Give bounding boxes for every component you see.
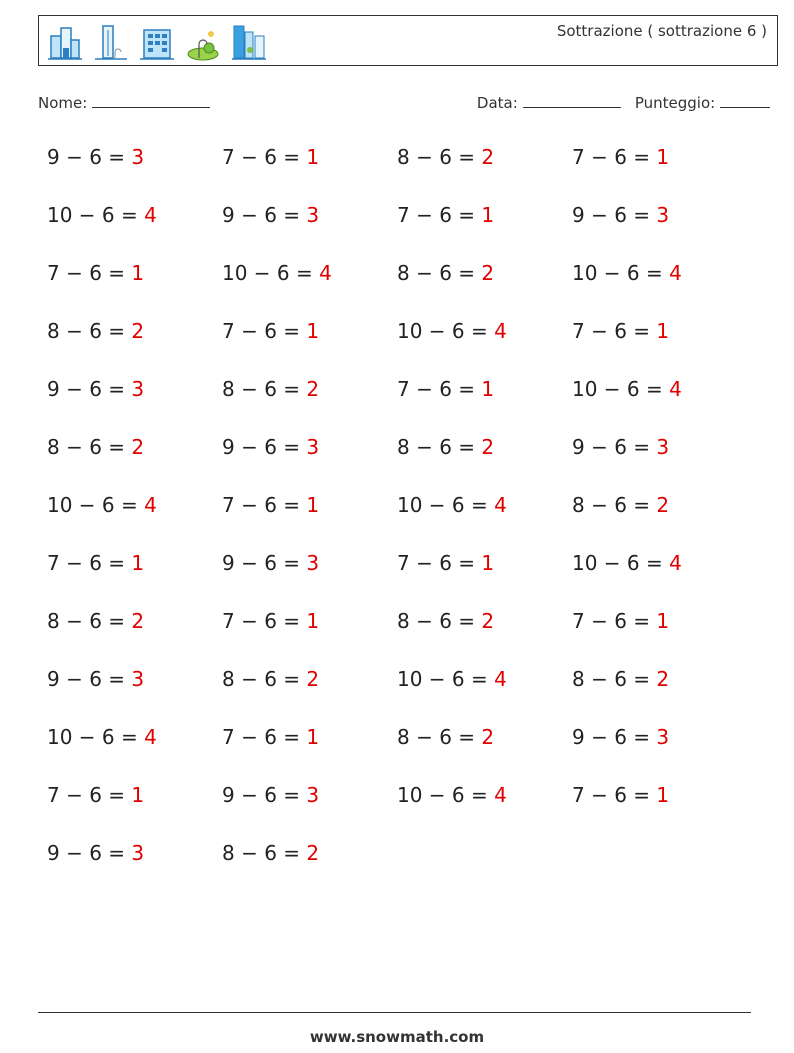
problem-item (47, 783, 144, 807)
problem-answer: 1 (306, 319, 320, 343)
score-blank[interactable] (720, 93, 770, 108)
problem-item (397, 145, 494, 169)
problem-answer: 3 (131, 145, 145, 169)
problem-answer: 4 (669, 261, 682, 285)
name-field[interactable] (38, 93, 210, 112)
problem-item (222, 667, 319, 691)
problem-answer: 1 (656, 319, 670, 343)
problem-item (572, 203, 669, 227)
problem-answer: 4 (669, 551, 682, 575)
problem-item (47, 203, 157, 227)
problem-answer: 2 (656, 667, 670, 691)
date-label: Data: (476, 94, 518, 112)
problem-question: 7 − 6 = (572, 319, 657, 343)
problem-item (397, 667, 507, 691)
problem-question: 7 − 6 = (222, 493, 307, 517)
date-blank[interactable] (523, 93, 621, 108)
problem-answer: 3 (306, 783, 320, 807)
problem-answer: 2 (306, 841, 320, 865)
problem-answer: 2 (656, 493, 670, 517)
problem-item (222, 377, 319, 401)
problem-answer: 4 (319, 261, 332, 285)
problem-item (572, 493, 669, 517)
problem-question: 8 − 6 = (397, 435, 482, 459)
problem-answer: 1 (306, 493, 320, 517)
problem-item (397, 493, 507, 517)
problem-question: 8 − 6 = (47, 435, 132, 459)
problem-item (572, 261, 682, 285)
problem-answer: 2 (131, 319, 145, 343)
problem-answer: 1 (131, 551, 145, 575)
problem-question: 9 − 6 = (572, 725, 657, 749)
problem-question: 10 − 6 = (47, 493, 145, 517)
problem-answer: 3 (131, 377, 145, 401)
city-buildings-icon (47, 22, 83, 62)
problem-question: 10 − 6 = (47, 725, 145, 749)
problem-question: 10 − 6 = (397, 667, 495, 691)
problem-question: 7 − 6 = (397, 551, 482, 575)
problem-item (397, 725, 494, 749)
problem-item (47, 725, 157, 749)
name-blank[interactable] (92, 93, 210, 108)
problem-item (222, 435, 319, 459)
score-label: Punteggio: (634, 94, 716, 112)
problem-question: 8 − 6 = (222, 377, 307, 401)
problem-answer: 3 (656, 725, 670, 749)
problem-answer: 2 (306, 377, 320, 401)
worksheet-header (38, 15, 778, 66)
problem-question: 7 − 6 = (47, 261, 132, 285)
problem-answer: 3 (656, 435, 670, 459)
problem-question: 10 − 6 = (47, 203, 145, 227)
problem-question: 10 − 6 = (572, 261, 670, 285)
problem-question: 9 − 6 = (47, 377, 132, 401)
problem-item (47, 145, 144, 169)
problem-answer: 2 (481, 145, 495, 169)
problem-item (397, 203, 494, 227)
problem-question: 9 − 6 = (222, 783, 307, 807)
problem-item (397, 609, 494, 633)
problem-item (47, 551, 144, 575)
problem-question: 8 − 6 = (47, 319, 132, 343)
problem-answer: 3 (131, 667, 145, 691)
problem-item (47, 667, 144, 691)
problem-answer: 2 (481, 261, 495, 285)
problem-question: 8 − 6 = (397, 261, 482, 285)
problem-item (397, 261, 494, 285)
problem-question: 7 − 6 = (222, 609, 307, 633)
problem-item (222, 609, 319, 633)
skyscraper-icon (93, 22, 129, 62)
problem-question: 8 − 6 = (397, 145, 482, 169)
problem-question: 7 − 6 = (572, 783, 657, 807)
problem-answer: 2 (481, 725, 495, 749)
problem-answer: 2 (131, 609, 145, 633)
problem-question: 7 − 6 = (222, 319, 307, 343)
problem-answer: 1 (656, 609, 670, 633)
problem-question: 10 − 6 = (572, 377, 670, 401)
problem-item (397, 435, 494, 459)
problem-item (47, 841, 144, 865)
problem-question: 10 − 6 = (397, 319, 495, 343)
towers-icon (231, 22, 267, 62)
problem-question: 8 − 6 = (572, 667, 657, 691)
problem-question: 10 − 6 = (222, 261, 320, 285)
problem-item (572, 667, 669, 691)
name-label: Nome: (38, 94, 88, 112)
problem-question: 10 − 6 = (572, 551, 670, 575)
problem-item (572, 725, 669, 749)
office-building-icon (139, 22, 175, 62)
problem-answer: 3 (656, 203, 670, 227)
problem-answer: 1 (306, 609, 320, 633)
problem-item (397, 783, 507, 807)
problem-answer: 3 (306, 435, 320, 459)
problem-question: 9 − 6 = (222, 203, 307, 227)
problem-question: 10 − 6 = (397, 493, 495, 517)
problem-question: 9 − 6 = (222, 551, 307, 575)
problem-question: 7 − 6 = (47, 783, 132, 807)
problem-question: 7 − 6 = (572, 145, 657, 169)
problem-question: 8 − 6 = (572, 493, 657, 517)
problem-item (47, 319, 144, 343)
problem-answer: 1 (131, 783, 145, 807)
problem-question: 8 − 6 = (397, 725, 482, 749)
problem-question: 9 − 6 = (47, 667, 132, 691)
problem-item (572, 783, 669, 807)
problem-answer: 1 (306, 145, 320, 169)
problem-answer: 1 (481, 377, 495, 401)
problem-question: 10 − 6 = (397, 783, 495, 807)
problem-item (397, 319, 507, 343)
problem-item (572, 377, 682, 401)
problem-answer: 1 (656, 783, 670, 807)
problem-item (47, 493, 157, 517)
problem-item (222, 319, 319, 343)
problem-answer: 4 (494, 667, 507, 691)
problem-answer: 3 (131, 841, 145, 865)
problem-question: 7 − 6 = (397, 377, 482, 401)
park-icon (185, 22, 221, 62)
problem-item (572, 319, 669, 343)
problem-answer: 4 (669, 377, 682, 401)
problem-item (397, 551, 494, 575)
problem-answer: 4 (144, 203, 157, 227)
problem-item (572, 435, 669, 459)
problem-question: 8 − 6 = (397, 609, 482, 633)
problem-question: 7 − 6 = (572, 609, 657, 633)
problem-answer: 3 (306, 551, 320, 575)
problem-item (572, 551, 682, 575)
problem-item (222, 145, 319, 169)
problem-answer: 4 (494, 493, 507, 517)
problem-question: 8 − 6 = (47, 609, 132, 633)
problem-answer: 1 (481, 203, 495, 227)
problem-question: 7 − 6 = (397, 203, 482, 227)
problem-answer: 4 (144, 725, 157, 749)
problem-item (47, 377, 144, 401)
problem-question: 9 − 6 = (47, 841, 132, 865)
problem-item (47, 609, 144, 633)
problem-item (47, 435, 144, 459)
problem-question: 8 − 6 = (222, 667, 307, 691)
student-info-row (38, 93, 770, 117)
problem-answer: 2 (131, 435, 145, 459)
problem-item (222, 783, 319, 807)
problem-item (222, 725, 319, 749)
problem-item (572, 609, 669, 633)
problem-answer: 1 (656, 145, 670, 169)
problem-question: 8 − 6 = (222, 841, 307, 865)
footer-url: www.snowmath.com (309, 1028, 485, 1046)
problem-answer: 4 (494, 783, 507, 807)
date-score-fields (477, 93, 770, 112)
worksheet-title: Sottrazione ( sottrazione 6 ) (556, 22, 767, 40)
problem-answer: 2 (481, 435, 495, 459)
problem-answer: 2 (481, 609, 495, 633)
problem-question: 7 − 6 = (47, 551, 132, 575)
problem-answer: 4 (144, 493, 157, 517)
problem-answer: 2 (306, 667, 320, 691)
problem-item (222, 261, 332, 285)
problem-item (222, 203, 319, 227)
problem-answer: 3 (306, 203, 320, 227)
problem-item (47, 261, 144, 285)
problem-question: 9 − 6 = (572, 435, 657, 459)
header-icons (47, 22, 267, 62)
problem-question: 7 − 6 = (222, 145, 307, 169)
problem-item (397, 377, 494, 401)
problem-question: 9 − 6 = (47, 145, 132, 169)
problem-item (572, 145, 669, 169)
problem-question: 9 − 6 = (572, 203, 657, 227)
problem-item (222, 841, 319, 865)
problem-answer: 1 (481, 551, 495, 575)
problem-answer: 1 (131, 261, 145, 285)
problem-question: 7 − 6 = (222, 725, 307, 749)
problem-item (222, 493, 319, 517)
problem-answer: 1 (306, 725, 320, 749)
footer-divider (38, 1012, 751, 1013)
problem-item (222, 551, 319, 575)
problem-answer: 4 (494, 319, 507, 343)
problem-question: 9 − 6 = (222, 435, 307, 459)
